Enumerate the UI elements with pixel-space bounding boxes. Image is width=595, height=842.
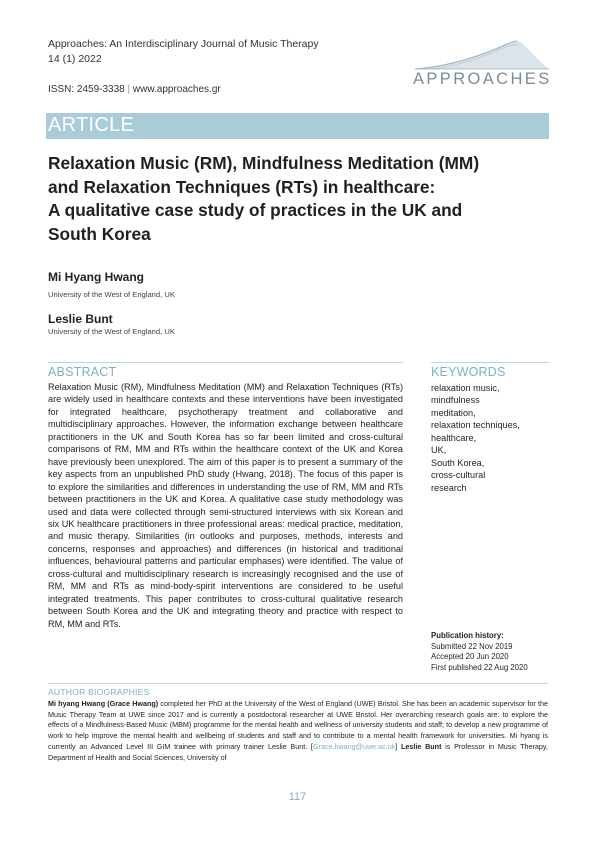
- keyword: research: [431, 482, 467, 493]
- bio-author1: Mi hyang Hwang (Grace Hwang): [48, 699, 159, 708]
- approaches-logo: [413, 36, 551, 96]
- bio-divider: [48, 683, 548, 684]
- keyword: South Korea,: [431, 457, 485, 468]
- keyword: UK,: [431, 445, 447, 456]
- keyword: healthcare,: [431, 432, 477, 443]
- bio-part3: is Professor in Music Therapy, Department of Health and Social Sciences, University of: [48, 741, 548, 762]
- author-name: Mi Hyang Hwang: [48, 270, 145, 284]
- issn-separator: |: [127, 84, 131, 95]
- journal-name: Approaches: An Interdisciplinary Journal of Music Therapy: [48, 38, 319, 50]
- bio-text: [48, 699, 548, 763]
- history-published: First published 22 Aug 2020: [431, 662, 528, 672]
- article-type-bar: [46, 113, 549, 139]
- article-title: [48, 152, 548, 246]
- abstract-heading: ABSTRACT: [48, 365, 117, 379]
- issn-line: [48, 84, 221, 95]
- author-affiliation: University of the West of England, UK: [48, 290, 175, 299]
- keywords-heading: KEYWORDS: [431, 365, 506, 379]
- article-type-label: ARTICLE: [48, 114, 135, 136]
- history-submitted: Submitted 22 Nov 2019: [431, 641, 513, 651]
- keyword: relaxation music,: [431, 383, 500, 393]
- bio-heading: AUTHOR BIOGRAPHIES: [48, 687, 150, 697]
- logo-wave-icon: [413, 36, 551, 70]
- issn: ISSN: 2459-3338: [48, 84, 125, 95]
- title-line: South Korea: [48, 223, 151, 244]
- publication-history: [431, 631, 528, 673]
- keywords-divider: [431, 362, 549, 363]
- keyword: relaxation techniques,: [431, 420, 520, 431]
- journal-header: [48, 37, 319, 67]
- bio-author2: Leslie Bunt: [401, 741, 442, 751]
- bio-part2: ]: [395, 741, 402, 751]
- title-line: A qualitative case study of practices in the UK and: [48, 200, 463, 220]
- keyword: mindfulness: [431, 395, 480, 406]
- logo-wordmark: APPROACHES: [413, 70, 552, 88]
- keywords-list: [431, 382, 520, 494]
- bio-part1: completed her PhD at the University of the West of England (UWE) Bristol. She has been an academic supervisor for the Music Therapy Team at UWE since 2017 and is currently a postdoctoral researcher at UWE Bristol. Her overarching research goals are: to explore the effects of a Mindfulness-Based Music (MBM) programme for the mental health and wellness of university students and staff; to develop a new programme of work to help improve the mental health and wellbeing of students and staff and to contribute to a mental health framework for universities. Mi hyang is currently an Advanced Level III GIM trainee with primary trainer Leslie Bunt. [: [48, 699, 548, 751]
- history-accepted: Accepted 20 Jun 2020: [431, 652, 509, 662]
- author-email-link[interactable]: Grace.hwang@uwe.ac.uk: [312, 741, 396, 751]
- history-title: Publication history:: [431, 631, 504, 640]
- keyword: cross-cultural: [431, 470, 486, 481]
- abstract-divider: [48, 362, 403, 363]
- website[interactable]: www.approaches.gr: [132, 84, 221, 95]
- keyword: meditation,: [431, 407, 476, 418]
- author-affiliation: University of the West of England, UK: [48, 327, 175, 336]
- abstract-text: Relaxation Music (RM), Mindfulness Meditation (MM) and Relaxation Techniques (RTs) are widely used in healthcare contexts and these interventions have been investigated for integrated healthcare, psychotherapy treatment and collaborative and multidisciplinary approaches. However, the information exchange between healthcare practitioners in the UK and South Korea has so far been limited and cross-cultural comparisons of RM, MM and RTs within the healthcare context of the UK and Korea have previously been unexplored. The aim of this paper is to present a summary of the key aspects from an unpublished PhD study (Hwang, 2018). The focus of this paper is to explore the similarities and differences in understanding the use of RM, MM and RTs between practitioners in the UK and Korea. A qualitative case study methodology was used and data were collected through semi-structured interviews with six Korean and six UK healthcare practitioners in three professional areas: medical practice, meditation, and music therapy. Similarities (in outlooks and purposes, methods, interests and concerns, responses and approaches) and differences (in historical and traditional influences, behavioural patterns and particular emphases) were identified. The value of cross-cultural and multidisciplinary research is increasingly recognised and the use of RM, MM and RTs as mind-body-spirit interventions are considered to be useful integrated treatments. This paper contributes to cross-cultural qualitative research between South Korea and the UK and integrating theory and practice with respect to RM, MM and RTs.: [48, 382, 403, 629]
- author-name: Leslie Bunt: [48, 312, 113, 326]
- page-number: 117: [288, 791, 307, 803]
- volume-issue: 14 (1) 2022: [48, 53, 102, 65]
- title-line: Relaxation Music (RM), Mindfulness Meditation (MM): [48, 153, 480, 173]
- title-line: and Relaxation Techniques (RTs) in healthcare:: [48, 176, 436, 197]
